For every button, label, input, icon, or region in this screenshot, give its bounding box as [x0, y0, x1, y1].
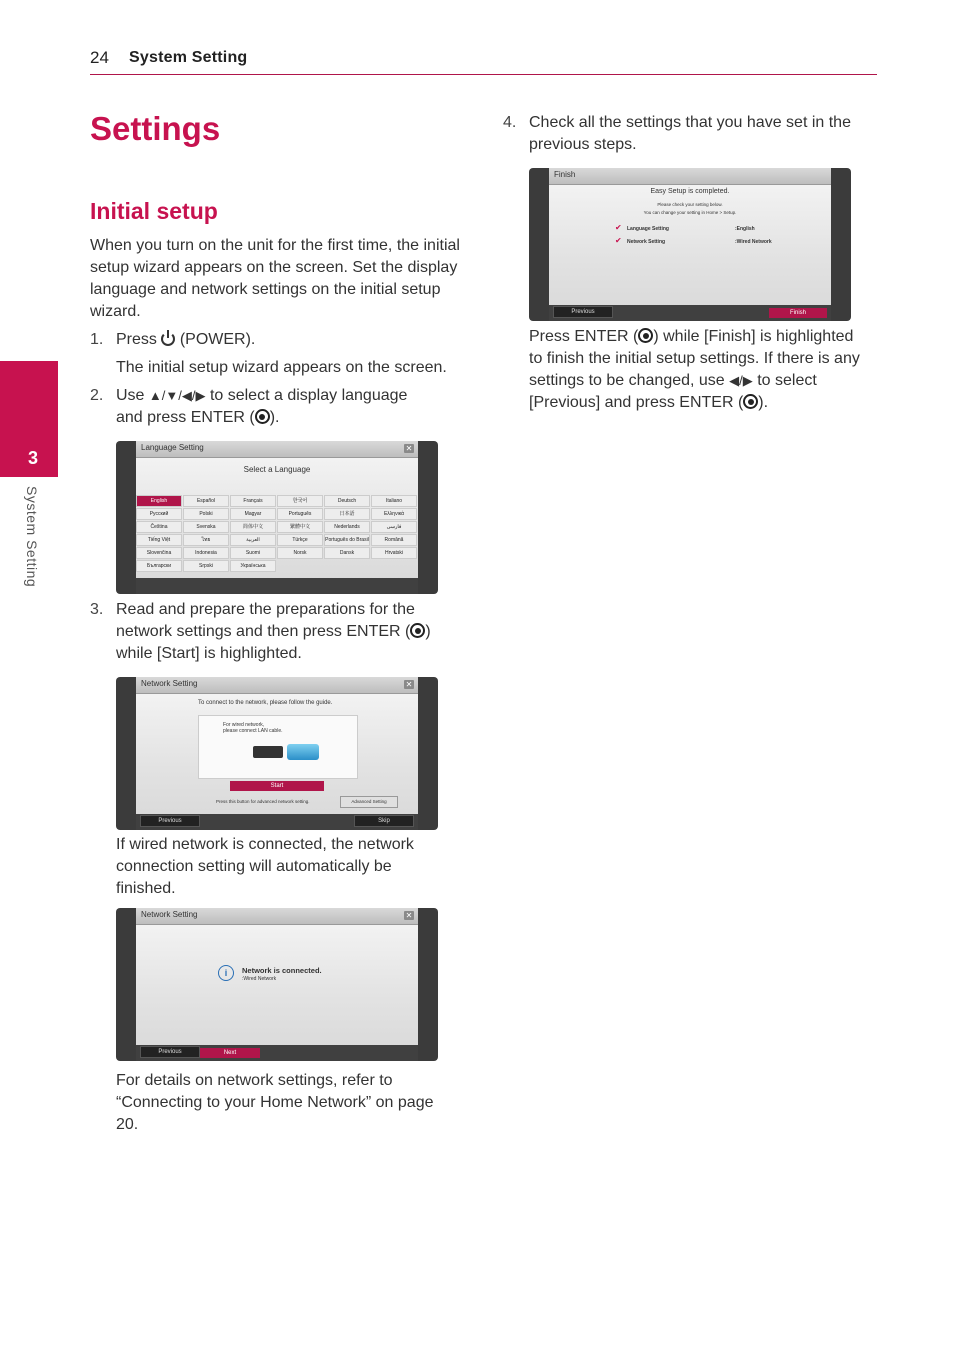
wired-network-note: If wired network is connected, the network connection setting will automatically be finished. — [116, 836, 414, 897]
page-number: 24 — [90, 48, 109, 67]
language-option[interactable]: Русский — [136, 508, 182, 520]
step-2-number: 2. — [90, 387, 104, 404]
close-icon: ✕ — [405, 680, 413, 689]
finish-paragraph — [529, 326, 874, 414]
start-button[interactable]: Start — [230, 781, 324, 791]
skip-button[interactable]: Skip — [354, 815, 414, 827]
finish-l2: to finish the initial setup settings. If there is any — [529, 350, 860, 367]
language-option[interactable]: Čeština — [136, 521, 182, 533]
next-button[interactable]: Next — [200, 1048, 260, 1058]
section-heading: Initial setup — [90, 198, 218, 224]
previous-button[interactable]: Previous — [140, 1046, 200, 1058]
language-option[interactable]: Português — [277, 508, 323, 520]
step-1-post: (POWER). — [179, 331, 256, 348]
close-icon: ✕ — [405, 911, 413, 920]
network-hint-line2: please connect LAN cable. — [223, 728, 283, 734]
finish-l1-pre: Press ENTER ( — [529, 328, 639, 345]
language-option[interactable]: Suomi — [230, 547, 276, 559]
step-2-mid: to select a display language — [209, 387, 408, 404]
header-section-title: System Setting — [129, 49, 248, 66]
language-screen-title: Language Setting — [141, 443, 204, 452]
page-title: Settings — [90, 110, 221, 147]
language-option[interactable]: 简体中文 — [230, 521, 276, 533]
enter-icon — [410, 623, 425, 638]
language-option[interactable]: English — [136, 495, 182, 507]
step-2-line2-post: ). — [269, 409, 280, 426]
language-option[interactable]: Slovenčina — [136, 547, 182, 559]
finish-heading: Easy Setup is completed. — [650, 188, 730, 195]
language-option[interactable]: Polski — [183, 508, 229, 520]
language-option[interactable]: Türkçe — [277, 534, 323, 546]
network-screen-heading: To connect to the network, please follow the guide. — [198, 700, 333, 706]
language-option[interactable]: 한국어 — [277, 495, 323, 507]
language-setting-value: :English — [735, 226, 755, 232]
advanced-hint: Press this button for advanced network setting. — [216, 799, 310, 804]
language-option[interactable]: Magyar — [230, 508, 276, 520]
finish-button[interactable]: Finish — [769, 308, 827, 318]
connected-message: Network is connected. — [242, 966, 322, 975]
details-note: For details on network settings, refer to “Connecting to your Home Network” on page 20. — [116, 1072, 434, 1133]
network-connected-screenshot — [116, 908, 438, 1061]
language-option[interactable]: Indonesia — [183, 547, 229, 559]
network-screen-title: Network Setting — [141, 679, 198, 688]
finish-sub-line2: You can change your setting in Home > Setup. — [643, 210, 737, 215]
language-grid — [136, 495, 417, 572]
language-option[interactable]: Srpski — [183, 560, 229, 572]
language-setting-label: Language Setting — [627, 226, 669, 232]
step-2-text — [116, 385, 466, 429]
language-option[interactable]: Hrvatski — [371, 547, 417, 559]
step-4-text: Check all the settings that you have set in the previous steps. — [529, 114, 851, 153]
step-3-text — [116, 599, 466, 665]
arrow-keys-icon: ▲/▼/◀/▶ — [148, 388, 206, 403]
step-1-subtext: The initial setup wizard appears on the screen. — [116, 359, 447, 376]
check-icon: ✔ — [615, 223, 622, 232]
connected-subtext: :Wired Network — [242, 976, 277, 982]
language-option[interactable]: Português do Brasil — [324, 534, 370, 546]
language-option[interactable]: Nederlands — [324, 521, 370, 533]
finish-screenshot — [529, 168, 851, 321]
step-3-number: 3. — [90, 601, 104, 618]
step-1-pre: Press — [116, 331, 157, 348]
language-screen-heading: Select a Language — [243, 465, 311, 474]
language-option[interactable]: Svenska — [183, 521, 229, 533]
step-1-text — [116, 329, 255, 351]
language-option[interactable]: 日本語 — [324, 508, 370, 520]
language-option[interactable]: Français — [230, 495, 276, 507]
language-option[interactable]: فارسی — [371, 521, 417, 533]
enter-icon — [638, 328, 653, 343]
finish-sub-line1: Please check your setting below. — [657, 202, 723, 207]
step-2-pre: Use — [116, 387, 145, 404]
language-option[interactable]: Български — [136, 560, 182, 572]
finish-l3-post: to select — [757, 372, 817, 389]
step-2-line2-pre: and press ENTER ( — [116, 409, 255, 426]
language-option[interactable]: Ελληνικά — [371, 508, 417, 520]
language-option[interactable]: Deutsch — [324, 495, 370, 507]
chapter-label — [22, 486, 40, 646]
language-option[interactable]: Українська — [230, 560, 276, 572]
step-3-line2-post: ) — [425, 623, 431, 640]
language-option[interactable]: Español — [183, 495, 229, 507]
language-option[interactable]: العربية — [230, 534, 276, 546]
previous-button[interactable]: Previous — [553, 306, 613, 318]
info-icon: i — [218, 965, 234, 981]
language-setting-screenshot — [116, 441, 438, 594]
close-icon: ✕ — [405, 444, 413, 453]
network-setting-screenshot — [116, 677, 438, 830]
language-option[interactable]: Dansk — [324, 547, 370, 559]
language-option[interactable]: ไทย — [183, 534, 229, 546]
step-4-number: 4. — [503, 114, 517, 131]
language-option[interactable]: Norsk — [277, 547, 323, 559]
previous-button[interactable]: Previous — [140, 815, 200, 827]
finish-screen-title: Finish — [554, 170, 576, 179]
lan-cable-icon — [287, 744, 319, 760]
check-icon: ✔ — [615, 236, 622, 245]
step-3-line2-pre: network settings and then press ENTER ( — [116, 623, 411, 640]
language-option[interactable]: Română — [371, 534, 417, 546]
step-3-line1: Read and prepare the preparations for the — [116, 601, 415, 618]
header-rule — [90, 74, 877, 75]
finish-l4-post: ). — [758, 394, 769, 411]
connected-screen-title: Network Setting — [141, 910, 198, 919]
language-option[interactable]: 繁體中文 — [277, 521, 323, 533]
step-3-line3: while [Start] is highlighted. — [116, 645, 302, 662]
enter-icon — [743, 394, 758, 409]
chapter-number: 3 — [28, 448, 39, 468]
power-icon — [161, 332, 175, 346]
network-hint-line1: For wired network, — [223, 722, 265, 728]
intro-paragraph: When you turn on the unit for the first time, the initial setup wizard appears on the screen. Set the display language and network settings on the initial setup wizard. — [90, 237, 460, 320]
network-setting-label: Network Setting — [627, 239, 666, 245]
enter-icon — [255, 409, 270, 424]
lan-port-icon — [253, 746, 283, 758]
network-guide-panel — [198, 715, 358, 779]
language-option[interactable]: Tiếng Việt — [136, 534, 182, 546]
language-option[interactable]: Italiano — [371, 495, 417, 507]
chapter-label-text: System Setting — [24, 486, 40, 588]
arrow-keys-icon: ◀/▶ — [729, 373, 753, 388]
step-1-number: 1. — [90, 331, 104, 348]
finish-l1-post: ) while [Finish] is highlighted — [653, 328, 854, 345]
advanced-setting-button[interactable]: Advanced Setting — [340, 796, 398, 808]
finish-l3-pre: settings to be changed, use — [529, 372, 725, 389]
finish-l4-pre: [Previous] and press ENTER ( — [529, 394, 744, 411]
network-setting-value: :Wired Network — [735, 239, 772, 245]
